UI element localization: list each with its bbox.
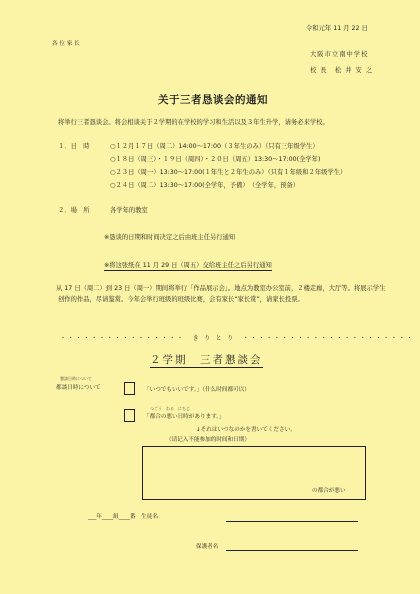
option-anytime-label: 「いつでもいいです。」（什么时间都可以） — [144, 387, 250, 393]
exhibition-text: 从 17 日（周二）到 23 日（周一）期间将举行「作品展示会」。地点为教室办公室前，２楼走廊，大厅等。将展示学生创作的作品，尽请鉴赏。今年会举行班级的班级比赛，会有家长“家长赏”，请家长投票。 — [56, 285, 386, 303]
box-suffix: の都合が悪い — [312, 488, 346, 494]
cut-line: ・・・・・・・・・・・・・・・・ き り と り ・・・・・・・・・・・・・・・・・・・・・・ — [60, 335, 415, 342]
principal-name: 校 長 松 井 安 之 — [310, 67, 374, 74]
issue-date: 令和元年 11 月 22 日 — [306, 25, 368, 32]
write-hint: ↓それはいつなのかを書いてください。 — [196, 427, 296, 433]
schedule-label: １．日 時 — [58, 143, 90, 150]
note-submit: ※将这张纸在 11 月 29 日（周五）交给班主任之后另行通知 — [104, 262, 272, 269]
intro-text: 将举行三者恳谈会。将会相谈关于２学期的在学校的学习和生活以及３年生升学，请务必来学校。 — [58, 119, 329, 126]
class-number-line: ___年____組____番 生徒名 — [88, 514, 158, 520]
guardian-label: 保護者名 — [196, 544, 219, 550]
question-label: 都談日時について — [56, 385, 101, 391]
place-value: 各学年的教室 — [110, 207, 148, 214]
question-ruby: 懇談日時について — [60, 376, 92, 381]
school-name: 大阪市立南中学校 — [310, 51, 369, 58]
recipient: 各 位 家 长 — [52, 41, 80, 47]
schedule-row: ○１８日（周三）・１９日（周四）・２０日（周五）13:30～17:00(全学年) — [110, 156, 321, 163]
option-conflict-ruby: つごう わる にちじ — [150, 406, 190, 411]
option-conflict-checkbox[interactable] — [124, 409, 135, 422]
form-title: ２学期 三者懇談会 — [150, 354, 263, 366]
schedule-row: ○１２月１７日（周二）14:00～17:00（３年生のみ）（只有三年级学生） — [110, 143, 319, 150]
option-anytime-checkbox[interactable] — [124, 382, 135, 395]
note-schedule: ※恳谈的日期和时间决定之后由班主任另行通知 — [104, 234, 236, 241]
place-label: ２．場 所 — [58, 207, 90, 214]
schedule-row: ○２３日（周一）13:30～17:00(１年生と２年生のみ）（只有１年级和２年级学生） — [110, 169, 347, 176]
student-name-field[interactable] — [226, 521, 358, 522]
option-conflict-label: 「都合の悪い日時があります。」 — [144, 414, 225, 420]
guardian-name-field[interactable] — [226, 550, 358, 551]
schedule-row: ○２４日（周二）13:30～17:00(全学年，予備） （全学年，预备） — [110, 182, 300, 189]
write-hint-cn: （请记入不能参加的时间和日期） — [166, 437, 250, 443]
page-title: 关于三者恳谈会的通知 — [158, 94, 268, 106]
